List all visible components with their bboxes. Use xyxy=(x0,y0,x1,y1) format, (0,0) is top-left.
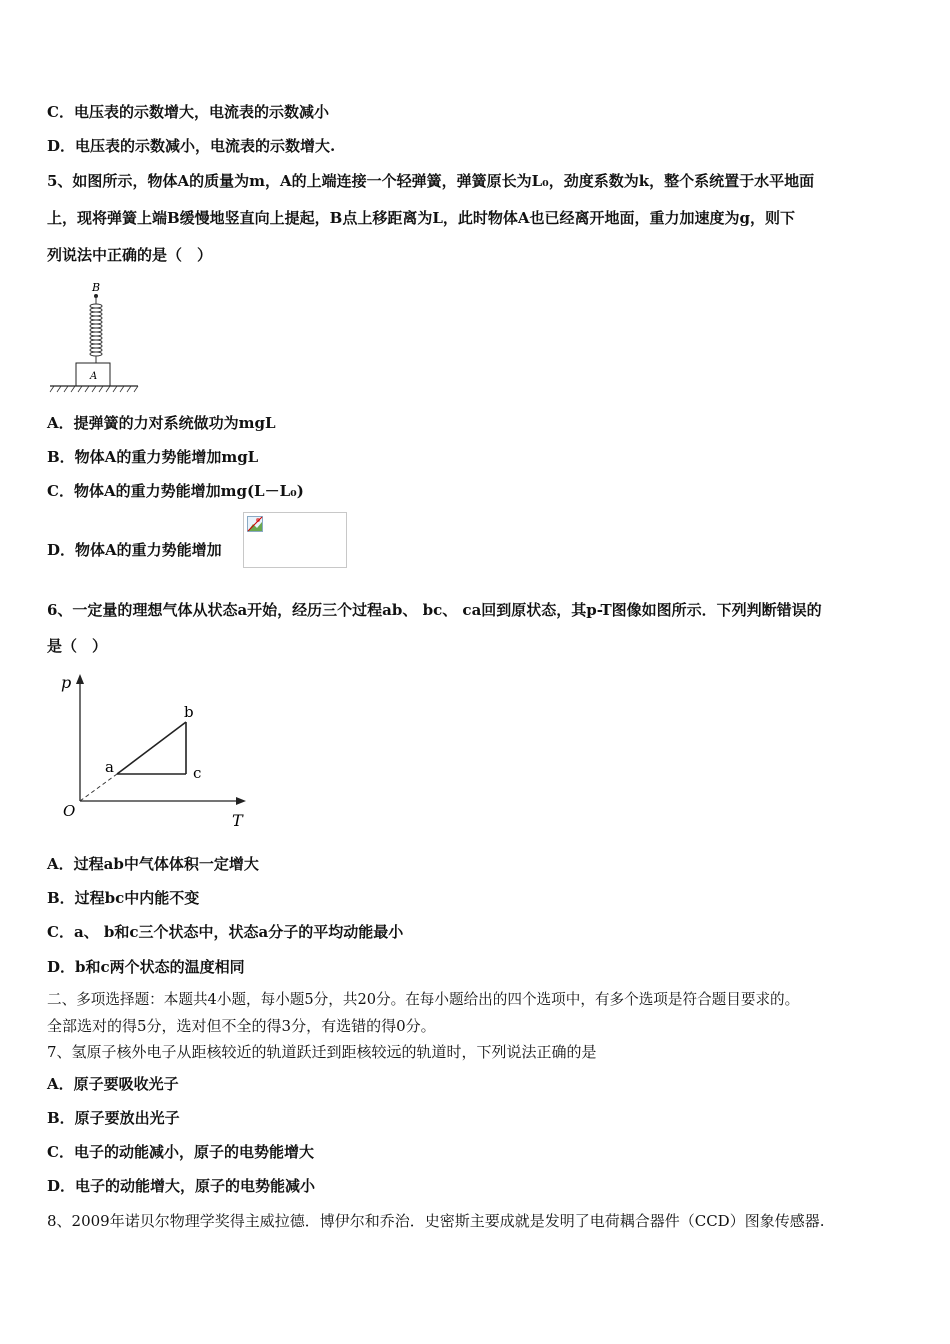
q6-stem-line-2: 是（ ） xyxy=(47,637,108,655)
axis-label-p: p xyxy=(61,673,72,692)
broken-image-icon xyxy=(247,516,263,532)
q4-option-d: D．电压表的示数减小，电流表的示数增大. xyxy=(47,137,336,155)
q5-stem-line-3: 列说法中正确的是（ ） xyxy=(47,246,213,264)
extension-dashed-line xyxy=(80,774,117,801)
q5-option-b: B．物体A的重力势能增加mgL xyxy=(47,448,259,466)
ground-hatch xyxy=(50,386,138,392)
origin-label: O xyxy=(63,802,76,820)
q4-option-c: C．电压表的示数增大，电流表的示数减小 xyxy=(47,103,329,121)
y-axis-arrow xyxy=(76,674,84,684)
q6-option-b: B．过程bc中内能不变 xyxy=(47,889,200,907)
q7-stem: 7、氢原子核外电子从距核较近的轨道跃迁到距核较远的轨道时，下列说法正确的是 xyxy=(47,1043,597,1061)
q6-option-a: A．过程ab中气体体积一定增大 xyxy=(47,855,259,873)
q5-option-c: C．物体A的重力势能增加mg(L－L₀) xyxy=(47,482,304,500)
x-axis-arrow xyxy=(236,797,246,805)
q8-stem: 8、2009年诺贝尔物理学奖得主威拉德．博伊尔和乔治．史密斯主要成就是发明了电荷耦合器件（CCD）图象传感器. xyxy=(47,1212,825,1230)
q7-option-a: A．原子要吸收光子 xyxy=(47,1075,179,1093)
q5-stem-line-2: 上，现将弹簧上端B缓慢地竖直向上提起，B点上移距离为L，此时物体A也已经离开地面，重力加速度为g，则下 xyxy=(47,209,796,227)
section2-instructions-line-2: 全部选对的得5分，选对但不全的得3分，有选错的得0分。 xyxy=(47,1017,436,1035)
process-ab xyxy=(117,722,186,774)
figure-label-a: A xyxy=(90,371,98,382)
point-a-label: a xyxy=(105,758,114,776)
q6-stem-line-1: 6、一定量的理想气体从状态a开始，经历三个过程ab、 bc、 ca回到原状态，其p-T图像如图所示．下列判断错误的 xyxy=(47,601,822,619)
axis-label-t: T xyxy=(232,811,243,830)
point-c-label: c xyxy=(193,764,202,782)
broken-formula-image xyxy=(243,512,347,568)
pt-graph-figure xyxy=(56,668,256,830)
q6-option-d: D．b和c两个状态的温度相同 xyxy=(47,958,245,976)
q6-option-c: C．a、 b和c三个状态中，状态a分子的平均动能最小 xyxy=(47,923,404,941)
figure-label-b: B xyxy=(92,281,101,294)
spring-coil xyxy=(90,296,102,363)
q5-option-d: D．物体A的重力势能增加 xyxy=(47,541,222,559)
q7-option-b: B．原子要放出光子 xyxy=(47,1109,180,1127)
spring-block-figure xyxy=(46,278,146,398)
q5-stem-line-1: 5、如图所示，物体A的质量为m，A的上端连接一个轻弹簧，弹簧原长为L₀，劲度系数为k，整个系统置于水平地面 xyxy=(47,172,815,190)
q7-option-c: C．电子的动能减小，原子的电势能增大 xyxy=(47,1143,314,1161)
point-b-label: b xyxy=(184,703,194,721)
q7-option-d: D．电子的动能增大，原子的电势能减小 xyxy=(47,1177,316,1195)
q5-option-a: A．提弹簧的力对系统做功为mgL xyxy=(47,414,276,432)
section2-instructions-line-1: 二、多项选择题：本题共4小题，每小题5分，共20分。在每小题给出的四个选项中，有多个选项是符合题目要求的。 xyxy=(47,991,800,1008)
